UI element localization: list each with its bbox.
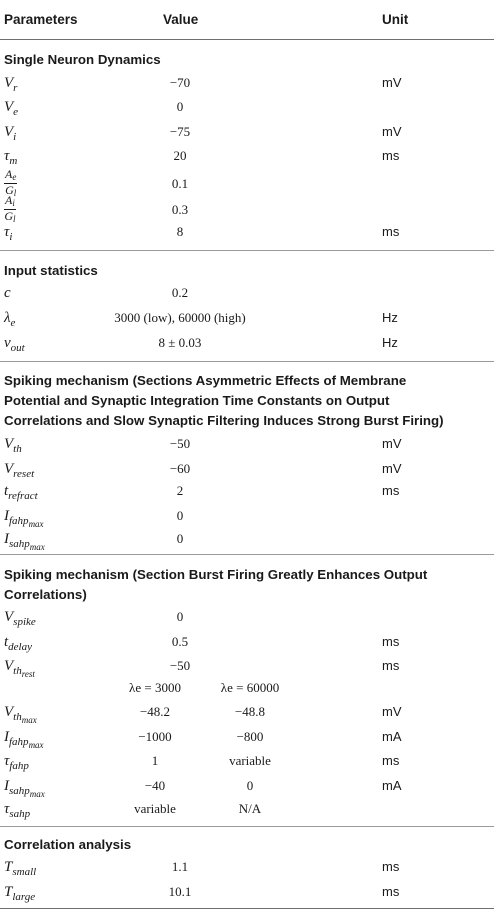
value-cell: −50	[169, 436, 191, 451]
value-cell: 10.1	[168, 884, 192, 899]
unit-cell: ms	[382, 658, 400, 673]
unit-cell: mV	[382, 436, 402, 451]
fraction-numerator: $A_i$	[5, 193, 15, 208]
symbol-subsubscript: max	[21, 715, 37, 725]
symbol: c	[4, 285, 11, 301]
symbol-subscript: e	[13, 106, 19, 118]
symbol: $V_i$	[4, 124, 17, 143]
unit-cell: mA	[382, 729, 402, 744]
value-lambda-high: variable	[229, 753, 271, 768]
symbol: $\tau_{fahp}$	[4, 753, 29, 772]
fraction-numerator-sub: i	[12, 198, 15, 208]
symbol: $V_e$	[4, 99, 19, 118]
section-title-input-statistics: Input statistics	[4, 263, 98, 278]
value-cell: 3000 (low), 60000 (high)	[114, 310, 246, 325]
value-lambda-high: N/A	[238, 801, 262, 816]
subheader-lambda-low: λe = 3000	[129, 680, 181, 695]
symbol: $t_{delay}$	[4, 634, 32, 653]
value-cell: 0.1	[171, 176, 189, 191]
value-cell: −60	[169, 461, 191, 476]
value-cell: 8	[176, 224, 184, 239]
symbol-subscript: thmax	[13, 711, 37, 725]
header-value: Value	[163, 12, 199, 27]
value-cell: 8 ± 0.03	[158, 335, 202, 350]
symbol-subscript: sahpmax	[9, 785, 45, 799]
unit-cell: mV	[382, 124, 402, 139]
symbol: $V_{th_{max}}$	[4, 704, 37, 725]
symbol-subscript: sahpmax	[9, 538, 45, 552]
header-unit: Unit	[382, 12, 409, 27]
symbol-subscript: spike	[13, 616, 36, 628]
parameter-symbol	[4, 801, 31, 820]
unit-cell: mV	[382, 75, 402, 90]
symbol-subscript: threst	[13, 665, 35, 679]
value-lambda-low: 1	[151, 753, 159, 768]
unit-cell: ms	[382, 753, 400, 768]
fraction-denominator-sub: l	[13, 188, 17, 198]
symbol: $I_{fahp_{max}}$	[4, 508, 44, 529]
symbol-subscript: r	[13, 82, 18, 94]
value-lambda-low: −40	[144, 778, 166, 793]
symbol: $I_{sahp_{max}}$	[4, 531, 45, 552]
value-lambda-high: −48.8	[234, 704, 266, 719]
symbol-subscript: i	[9, 231, 13, 243]
section-title-single-neuron: Single Neuron Dynamics	[4, 52, 161, 67]
fraction-numerator-sub: e	[12, 172, 17, 182]
value-cell: 0	[176, 508, 184, 523]
symbol: $I_{sahp_{max}}$	[4, 778, 45, 799]
unit-cell: ms	[382, 224, 400, 239]
symbol: $V_{th_{rest}}$	[4, 658, 35, 679]
unit-cell: ms	[382, 483, 400, 498]
table-bottom-rule	[0, 908, 494, 909]
symbol: $\tau_i$	[4, 224, 13, 243]
symbol-subscript: out	[10, 342, 25, 354]
fraction-denominator: $G_l$	[4, 209, 16, 224]
unit-cell: ms	[382, 634, 400, 649]
section-title-spiking-2-line1: Spiking mechanism (Section Burst Firing Greatly Enhances Output	[4, 567, 428, 582]
symbol-subscript: large	[12, 891, 36, 903]
symbol: $\lambda_e$	[4, 310, 16, 329]
value-lambda-low: −48.2	[139, 704, 171, 719]
value-cell: 0.5	[171, 634, 189, 649]
symbol-subsubscript: max	[28, 519, 44, 529]
symbol-subscript: small	[12, 866, 37, 878]
unit-cell: ms	[382, 884, 400, 899]
symbol: $V_{reset}$	[4, 461, 35, 480]
symbol: $t_{refract}$	[4, 483, 38, 502]
parameter-symbol	[4, 778, 45, 799]
value-cell: −70	[169, 75, 191, 90]
section-title-spiking-1-line1: Spiking mechanism (Sections Asymmetric Effects of Membrane	[4, 373, 407, 388]
value-cell: −75	[169, 124, 191, 139]
section-title-spiking-1-line3: Correlations and Slow Synaptic Filtering Induces Strong Burst Firing)	[4, 413, 444, 428]
section-rule	[0, 826, 494, 827]
unit-cell: Hz	[382, 335, 398, 350]
symbol-subsubscript: rest	[21, 669, 35, 679]
value-lambda-high: 0	[246, 778, 254, 793]
symbol-subsubscript: max	[28, 740, 44, 750]
section-title-spiking-2-line2: Correlations)	[4, 587, 87, 602]
fraction-numerator: $A_e$	[5, 167, 17, 182]
section-title-correlation: Correlation analysis	[4, 837, 132, 852]
symbol-subscript: reset	[13, 468, 35, 480]
parameter-symbol	[4, 704, 37, 725]
value-lambda-high: −800	[236, 729, 264, 744]
unit-cell: Hz	[382, 310, 398, 325]
symbol: $V_{spike}$	[4, 609, 36, 628]
symbol: $\tau_m$	[4, 148, 18, 167]
symbol: $V_{th}$	[4, 436, 22, 455]
symbol-subscript: e	[10, 317, 16, 329]
symbol-subscript: th	[13, 443, 22, 455]
symbol-subsubscript: max	[29, 789, 45, 799]
value-lambda-low: variable	[134, 801, 176, 816]
fraction-denominator: $G_l$	[5, 183, 17, 198]
value-cell: 1.1	[171, 859, 189, 874]
symbol-subscript: m	[9, 155, 18, 167]
value-cell: 0	[176, 99, 184, 114]
symbol-subscript: refract	[8, 490, 38, 502]
value-cell: 0	[176, 531, 184, 546]
unit-cell: ms	[382, 148, 400, 163]
value-cell: 2	[176, 483, 184, 498]
value-lambda-low: −1000	[138, 729, 172, 744]
section-title-spiking-1-line2: Potential and Synaptic Integration Time Constants on Output	[4, 393, 390, 408]
fraction-denominator-sub: l	[13, 214, 16, 224]
symbol: $T_{small}$	[4, 859, 37, 878]
symbol-subscript: fahpmax	[9, 736, 44, 750]
value-cell: 0.3	[171, 202, 189, 217]
unit-cell: ms	[382, 859, 400, 874]
unit-cell: mV	[382, 461, 402, 476]
value-cell: 20	[173, 148, 187, 163]
value-cell: −50	[169, 658, 191, 673]
symbol-subscript: fahpmax	[9, 515, 44, 529]
symbol-subsubscript: max	[29, 542, 45, 552]
symbol-subscript: fahp	[9, 760, 29, 772]
symbol: $\nu_{out}$	[4, 335, 25, 354]
unit-cell: mV	[382, 704, 402, 719]
section-rule	[0, 554, 494, 555]
unit-cell: mA	[382, 778, 402, 793]
symbol: $I_{fahp_{max}}$	[4, 729, 44, 750]
symbol: $T_{large}$	[4, 884, 36, 903]
symbol-subscript: delay	[8, 641, 32, 653]
section-rule	[0, 361, 494, 362]
symbol-subscript: i	[13, 131, 17, 143]
header-rule	[0, 39, 494, 40]
parameter-symbol	[4, 729, 44, 750]
symbol-subscript: sahp	[9, 808, 31, 820]
value-cell: 0	[176, 609, 184, 624]
symbol: $\tau_{sahp}$	[4, 801, 31, 820]
section-rule	[0, 250, 494, 251]
value-cell: 0.2	[171, 285, 189, 300]
parameter-symbol	[4, 753, 29, 772]
symbol: $V_r$	[4, 75, 18, 94]
header-parameters: Parameters	[4, 12, 78, 27]
subheader-lambda-high: λe = 60000	[220, 680, 280, 695]
